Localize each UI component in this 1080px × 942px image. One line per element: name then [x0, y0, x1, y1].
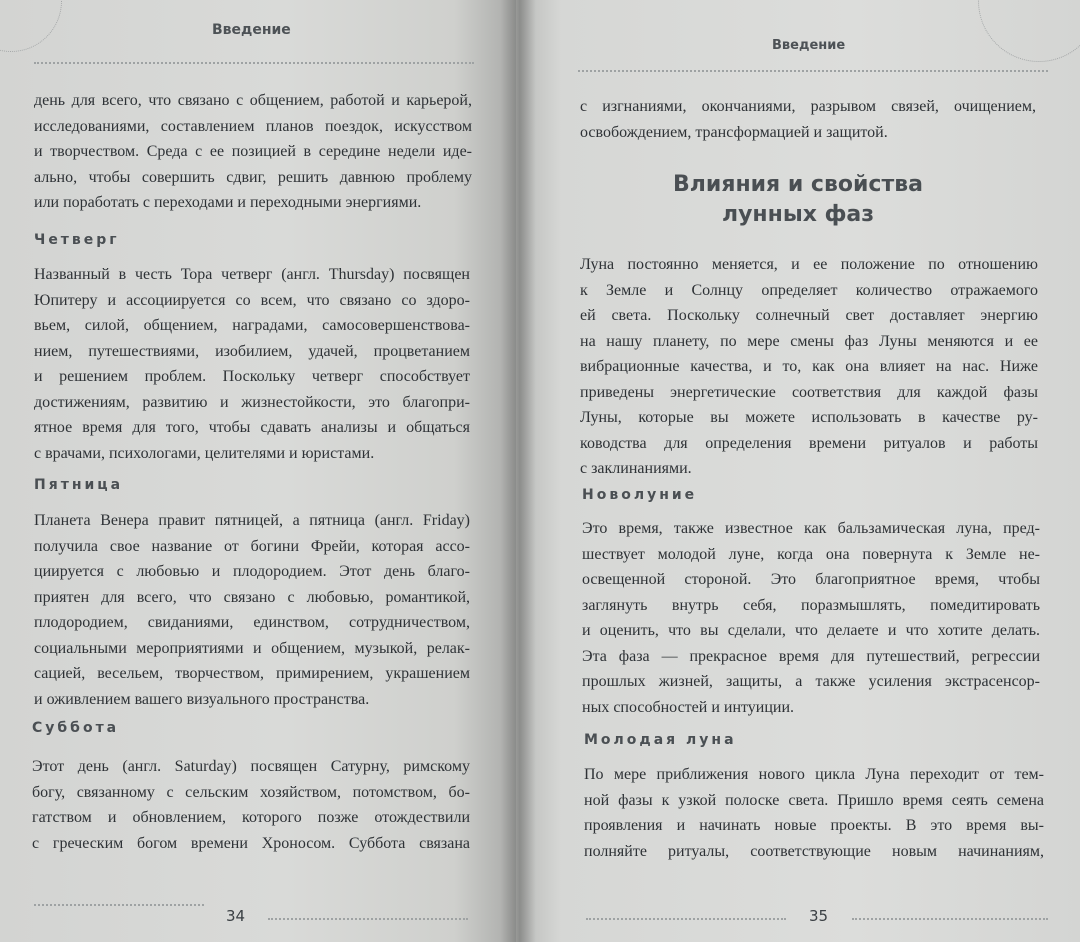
- text-line: ной фазы к узкой полоске света. Пришло время сеять семена: [584, 791, 1044, 809]
- text-line: приятен для всего, что связано с любовью, романтикой,: [34, 588, 470, 606]
- text-line: заглянуть внутрь себя, поразмышлять, помедитировать: [582, 596, 1040, 614]
- chapter-title-line: лунных фаз: [721, 202, 875, 227]
- text-line: социальными мероприятиями и общением, музыкой, релак-: [34, 639, 470, 657]
- text-line: Луны, которые вы можете использовать в качестве ру-: [580, 409, 1038, 426]
- page-number-right: 35: [809, 907, 829, 925]
- text-line: Названный в честь Тора четверг (англ. Thursday) посвящен: [34, 266, 470, 283]
- paragraph-friday: [34, 508, 470, 712]
- text-line: Этот день (англ. Saturday) посвящен Сатурну, римскому: [32, 758, 470, 775]
- text-line: циируется с любовью и плодородием. Этот день благо-: [34, 563, 470, 580]
- chapter-intro-paragraph: [580, 252, 1038, 482]
- paragraph-saturday: [32, 754, 470, 856]
- left-page: [0, 0, 516, 942]
- section-title-friday: Пятница: [34, 477, 124, 493]
- text-line: нием, путешествиями, изобилием, удачей, процветанием: [34, 342, 470, 360]
- decorative-circle: [0, 0, 62, 52]
- text-line: прошлых жизней, защиты, а также усиления экстрасенсор-: [582, 673, 1040, 690]
- text-line: вьем, силой, общением, наградами, самосовершенствова-: [34, 317, 470, 334]
- running-head-left: Введение: [212, 22, 291, 38]
- paragraph-new-moon: [582, 516, 1040, 720]
- chapter-title: [516, 170, 1080, 230]
- text-line: Луна постоянно меняется, и ее положение по отношению: [580, 256, 1038, 273]
- text-line: исследованиями, составлением планов поездок, искусством: [34, 117, 472, 135]
- text-line: с греческим богом времени Хроносом. Суббота связана: [32, 834, 470, 852]
- intro-paragraph-left: [34, 88, 472, 216]
- footer-divider-left-a: [34, 904, 204, 906]
- text-line: ных способностей и интуиции.: [582, 698, 795, 716]
- text-line: с врачами, психологами, целителями и юристами.: [34, 444, 375, 462]
- chapter-title-line: Влияния и свойства: [673, 172, 923, 197]
- text-line: с заклинаниями.: [580, 460, 692, 477]
- text-line: достижениям, развитию и жизнестойкости, это благопри-: [34, 393, 470, 411]
- text-line: По мере приближения нового цикла Луна переходит от тем-: [584, 766, 1044, 783]
- footer-divider-right-b: [852, 918, 1048, 920]
- text-line: и творчеством. Среда с ее позицией в середине недели иде-: [34, 143, 472, 160]
- text-line: на нашу планету, по мере смены фаз Луны меняются и ее: [580, 332, 1038, 350]
- text-line: гатством и обновлением, которого позже отождествили: [32, 809, 470, 826]
- text-line: Планета Венера правит пятницей, а пятница (англ. Friday): [34, 512, 470, 529]
- text-line: шествует молодой луне, когда она повернута к Земле не-: [582, 545, 1040, 563]
- text-line: ально, чтобы совершить сдвиг, решить давнюю проблему: [34, 168, 472, 186]
- paragraph-thursday: [34, 262, 470, 466]
- running-head-right: Введение: [772, 38, 846, 53]
- text-line: день для всего, что связано с общением, работой и карьерой,: [34, 92, 472, 109]
- text-line: ей света. Поскольку солнечный свет доставляет энергию: [580, 307, 1038, 324]
- text-line: освобождением, трансформацией и защитой.: [580, 123, 888, 141]
- text-line: Эта фаза — прекрасное время для путешествий, регрессии: [582, 647, 1040, 665]
- footer-divider-right-a: [586, 918, 786, 920]
- decorative-circle: [978, 0, 1080, 62]
- text-line: с изгнаниями, окончаниями, разрывом связей, очищением,: [580, 98, 1036, 115]
- header-divider-left: [34, 62, 474, 64]
- text-line: Это время, также известное как бальзамическая луна, пред-: [582, 520, 1040, 537]
- text-line: полняйте ритуалы, соответствующие новым начинаниям,: [584, 842, 1044, 860]
- text-line: получила свое название от богини Фрейи, которая ассо-: [34, 537, 470, 555]
- section-title-new-moon: Новолуние: [582, 487, 698, 503]
- text-line: вибрационные качества, и то, как она влияет на нас. Ниже: [580, 358, 1038, 375]
- header-divider-right: [578, 70, 1048, 72]
- text-line: и оживлением вашего визуального пространства.: [34, 690, 370, 708]
- text-line: ководства для определения времени ритуалов и работы: [580, 434, 1038, 452]
- section-title-thursday: Четверг: [34, 232, 120, 248]
- text-line: сацией, весельем, творчеством, примирением, украшением: [34, 665, 470, 682]
- text-line: Юпитеру и ассоциируется со всем, что связано со здоро-: [34, 291, 470, 309]
- text-line: приведены энергетические соответствия для каждой фазы: [580, 383, 1038, 401]
- footer-divider-left-b: [268, 918, 468, 920]
- section-title-saturday: Суббота: [32, 720, 120, 736]
- text-line: плодородием, свиданиями, единством, сотрудничеством,: [34, 614, 470, 631]
- text-line: освещенной стороной. Это благоприятное время, чтобы: [582, 571, 1040, 588]
- right-page: [516, 0, 1080, 942]
- text-line: к Земле и Солнцу определяет количество отражаемого: [580, 281, 1038, 299]
- text-line: проявления и начинать новые проекты. В это время вы-: [584, 817, 1044, 834]
- text-line: или поработать с переходами и переходными энергиями.: [34, 194, 422, 211]
- section-title-young-moon: Молодая луна: [584, 732, 737, 748]
- text-line: и оценить, что вы сделали, что делаете и что хотите делать.: [582, 622, 1040, 639]
- page-number-left: 34: [226, 907, 246, 925]
- text-line: ятное время для того, чтобы сдавать анализы и общаться: [34, 419, 470, 436]
- paragraph-young-moon: [584, 762, 1044, 864]
- text-line: богу, связанному с сельским хозяйством, потомством, бо-: [32, 783, 470, 801]
- text-line: и решением проблем. Поскольку четверг способствует: [34, 368, 470, 385]
- intro-paragraph-right: [580, 94, 1036, 145]
